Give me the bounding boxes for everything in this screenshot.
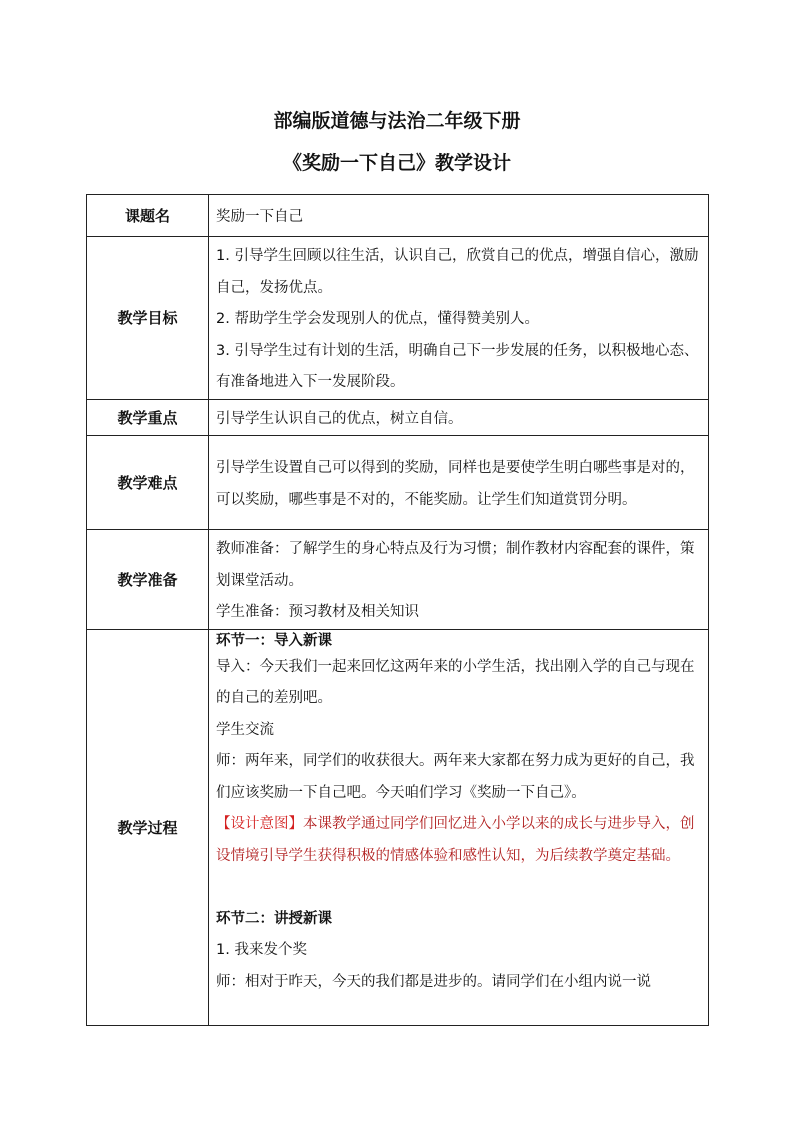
- teacher-talk: 师：两年来，同学们的收获很大。两年来大家都在努力成为更好的自己，我们应该奖励一下自己吧。今天咱们学习《奖励一下自己》。: [216, 753, 695, 801]
- intro-text: 导入：今天我们一起来回忆这两年来的小学生活，找出刚入学的自己与现在的自己的差别吧。: [216, 658, 695, 706]
- design-intent-text: 本课教学通过同学们回忆进入小学以来的成长与进步导入，创设情境引导学生获得积极的情感体验和感性认知，为后续教学奠定基础。: [216, 816, 695, 864]
- topic-text: 奖励一下自己: [216, 208, 303, 225]
- document-title: 部编版道德与法治二年级下册: [273, 110, 521, 132]
- student-preparation: 学生准备：预习教材及相关知识: [216, 604, 419, 620]
- row-content: [209, 436, 709, 530]
- blank-line: [216, 872, 702, 904]
- row-label: 课题名: [87, 195, 209, 237]
- goal-item: 2. 帮助学生学会发现别人的优点，懂得赞美别人。: [216, 311, 539, 327]
- table-row-topic: [87, 195, 709, 237]
- table-row-process: [87, 629, 709, 1025]
- row-content: [209, 629, 709, 1025]
- teacher-preparation: 教师准备：了解学生的身心特点及行为习惯；制作教材内容配套的课件，策划课堂活动。: [216, 541, 695, 589]
- table-row-goals: [87, 237, 709, 400]
- row-label: 教学难点: [87, 436, 209, 530]
- goal-item: 3. 引导学生过有计划的生活，明确自己下一步发展的任务，以积极地心态、有准备地进入下一发展阶段。: [216, 342, 699, 390]
- document-subtitle: 《奖励一下自己》教学设计: [282, 152, 511, 174]
- student-exchange: 学生交流: [216, 721, 274, 738]
- key-points-text: 引导学生认识自己的优点，树立自信。: [216, 410, 463, 427]
- row-label: 教学过程: [87, 629, 209, 1025]
- row-label: 教学目标: [87, 237, 209, 400]
- row-label: 教学准备: [87, 530, 209, 630]
- row-label: 教学重点: [87, 399, 209, 436]
- activity-item: 1. 我来发个奖: [216, 942, 307, 958]
- difficulties-text: 引导学生设置自己可以得到的奖励，同样也是要使学生明白哪些事是对的，可以奖励，哪些事是不对的，不能奖励。让学生们知道赏罚分明。: [216, 460, 695, 508]
- design-intent: [216, 809, 702, 872]
- table-row-difficulties: [87, 436, 709, 530]
- row-content: [209, 530, 709, 630]
- section-heading: 环节二：讲授新课: [216, 910, 332, 927]
- row-content: [209, 195, 709, 237]
- lesson-plan-table: [86, 194, 709, 1026]
- goal-item: 1. 引导学生回顾以往生活，认识自己，欣赏自己的优点，增强自信心，激励自己，发扬优点。: [216, 248, 699, 296]
- teacher-talk: 师：相对于昨天，今天的我们都是进步的。请同学们在小组内说一说: [216, 973, 651, 990]
- table-row-key-points: [87, 399, 709, 436]
- section-heading: 环节一：导入新课: [216, 632, 332, 649]
- table-row-preparation: [87, 530, 709, 630]
- row-content: [209, 237, 709, 400]
- design-intent-tag: 【设计意图】: [216, 816, 303, 832]
- row-content: [209, 399, 709, 436]
